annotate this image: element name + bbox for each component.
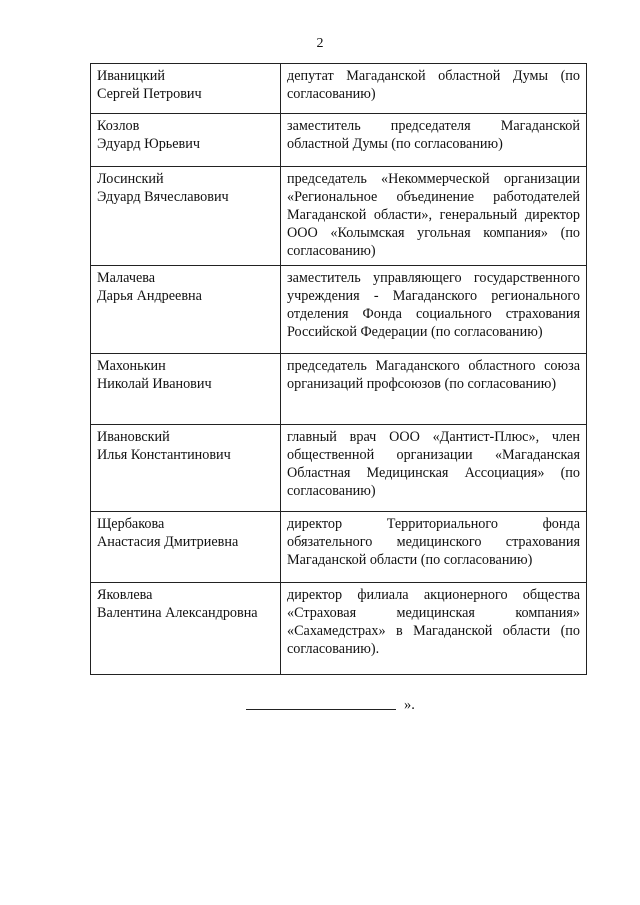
table-row bbox=[91, 354, 587, 425]
member-surname: Щербакова bbox=[97, 516, 165, 532]
member-name-cell bbox=[91, 583, 281, 675]
closing-quote: ». bbox=[404, 697, 415, 713]
members-table bbox=[90, 63, 587, 675]
table-row bbox=[91, 425, 587, 512]
member-given-names: Валентина Александровна bbox=[97, 605, 258, 621]
member-given-names: Сергей Петрович bbox=[97, 86, 202, 102]
member-given-names: Эдуард Вячеславович bbox=[97, 189, 229, 205]
member-surname: Лосинский bbox=[97, 171, 164, 187]
member-position: председатель Магаданского областного союза организаций профсоюзов (по согласованию) bbox=[281, 354, 587, 425]
member-surname: Махонькин bbox=[97, 358, 166, 374]
member-position: председатель «Некоммерческой организации «Региональное объединение работодателей Магаданской области», генеральный директор ООО «Колымская угольная компания» (по согласованию) bbox=[281, 167, 587, 266]
member-name-cell bbox=[91, 114, 281, 167]
closing-line bbox=[246, 697, 415, 714]
table-row bbox=[91, 167, 587, 266]
table-row bbox=[91, 114, 587, 167]
member-surname: Малачева bbox=[97, 270, 156, 286]
member-name-cell bbox=[91, 64, 281, 114]
member-position: депутат Магаданской областной Думы (по согласованию) bbox=[281, 64, 587, 114]
member-name-cell bbox=[91, 266, 281, 354]
table-row bbox=[91, 583, 587, 675]
table-row bbox=[91, 64, 587, 114]
member-position: директор филиала акционерного общества «Страховая медицинская компания» «Сахамедстрах» в Магаданской области (по согласованию). bbox=[281, 583, 587, 675]
member-given-names: Николай Иванович bbox=[97, 376, 212, 392]
member-given-names: Анастасия Дмитриевна bbox=[97, 534, 239, 550]
member-surname: Иваницкий bbox=[97, 68, 165, 84]
member-given-names: Эдуард Юрьевич bbox=[97, 136, 200, 152]
member-name-cell bbox=[91, 512, 281, 583]
member-given-names: Илья Константинович bbox=[97, 447, 231, 463]
member-surname: Ивановский bbox=[97, 429, 170, 445]
member-position: заместитель председателя Магаданской областной Думы (по согласованию) bbox=[281, 114, 587, 167]
member-surname: Яковлева bbox=[97, 587, 153, 603]
table-row bbox=[91, 266, 587, 354]
member-name-cell bbox=[91, 354, 281, 425]
member-given-names: Дарья Андреевна bbox=[97, 288, 202, 304]
blank-underline bbox=[246, 709, 396, 710]
member-position: директор Территориального фонда обязательного медицинского страхования Магаданской области (по согласованию) bbox=[281, 512, 587, 583]
member-name-cell bbox=[91, 167, 281, 266]
member-position: заместитель управляющего государственного учреждения - Магаданского регионального отделения Фонда социального страхования Российской Федерации (по согласованию) bbox=[281, 266, 587, 354]
member-position: главный врач ООО «Дантист-Плюс», член общественной организации «Магаданская Областная Медицинская Ассоциация» (по согласованию) bbox=[281, 425, 587, 512]
page-number: 2 bbox=[316, 36, 324, 51]
table-row bbox=[91, 512, 587, 583]
member-surname: Козлов bbox=[97, 118, 140, 134]
member-name-cell bbox=[91, 425, 281, 512]
